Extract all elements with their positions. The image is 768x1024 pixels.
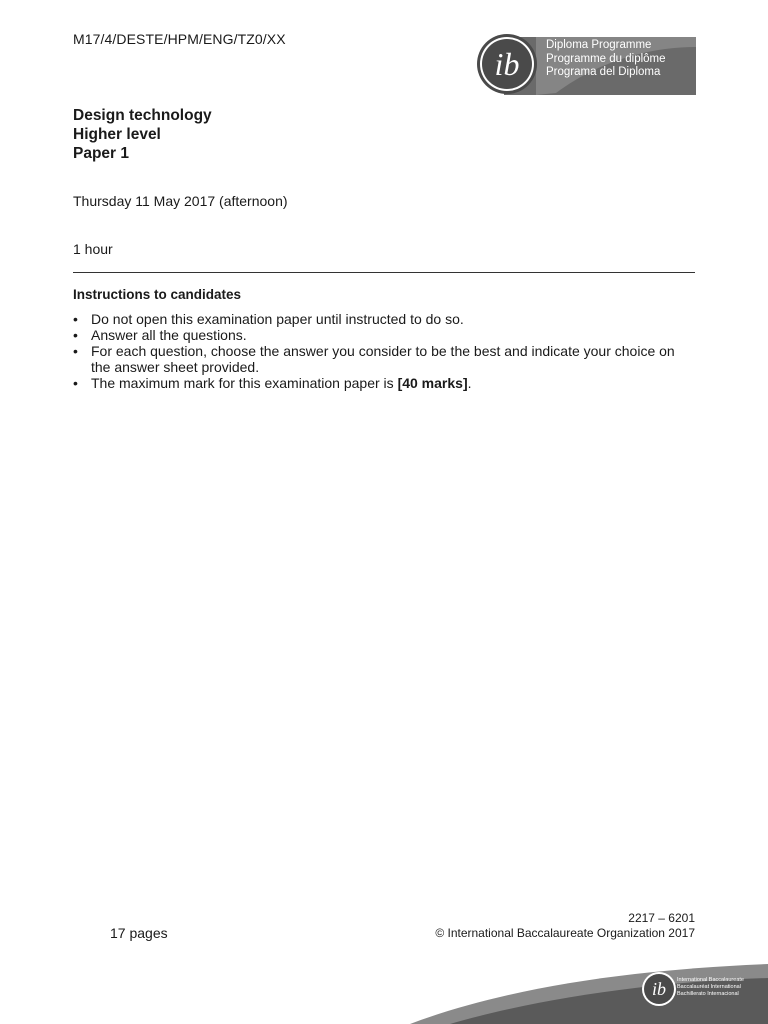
svg-text:ib: ib (651, 979, 667, 999)
bullet-icon: • (73, 311, 78, 327)
copyright: © International Baccalaureate Organization 2017 (435, 926, 695, 940)
instruction-text: For each question, choose the answer you consider to be the best and indicate your choice on the answer sheet provided. (91, 343, 675, 375)
list-item (73, 375, 695, 391)
instructions-heading: Instructions to candidates (73, 287, 242, 302)
svg-text:ib: ib (494, 46, 520, 82)
instruction-text: Answer all the questions. (91, 327, 247, 343)
logo-text (546, 39, 666, 80)
title-block (73, 106, 212, 163)
ib-diploma-logo (476, 33, 696, 95)
exam-date: Thursday 11 May 2017 (afternoon) (73, 193, 288, 209)
subject-title: Design technology (73, 107, 212, 124)
logo-line-fr: Programme du diplôme (546, 52, 666, 65)
ib-line-en: International Baccalaureate (677, 977, 744, 983)
bullet-icon: • (73, 375, 78, 391)
instruction-text-before: The maximum mark for this examination paper is (91, 375, 398, 391)
instruction-text-after: . (467, 375, 472, 391)
footer-info (435, 911, 695, 941)
list-item (73, 311, 695, 327)
logo-line-en: Diploma Programme (546, 39, 652, 51)
paper-code: M17/4/DESTE/HPM/ENG/TZ0/XX (73, 31, 286, 47)
exam-duration: 1 hour (73, 241, 113, 257)
footer-swoosh-graphic (0, 950, 768, 1024)
instruction-text: Do not open this examination paper until instructed to do so. (91, 311, 464, 327)
ib-organisation-text (677, 977, 744, 998)
exam-code: 2217 – 6201 (628, 911, 695, 925)
total-marks: [40 marks] (397, 375, 468, 391)
bullet-icon: • (73, 327, 78, 343)
list-item (73, 343, 695, 375)
paper-title: Paper 1 (73, 145, 130, 162)
page-count: 17 pages (110, 925, 168, 941)
bullet-icon: • (73, 343, 78, 359)
ib-line-es: Bachillerato Internacional (677, 991, 739, 997)
logo-line-es: Programa del Diploma (546, 66, 661, 78)
instructions-list (73, 311, 695, 391)
ib-line-fr: Baccalauréat International (677, 984, 741, 990)
list-item (73, 327, 695, 343)
divider (73, 272, 695, 273)
level-title: Higher level (73, 126, 161, 143)
